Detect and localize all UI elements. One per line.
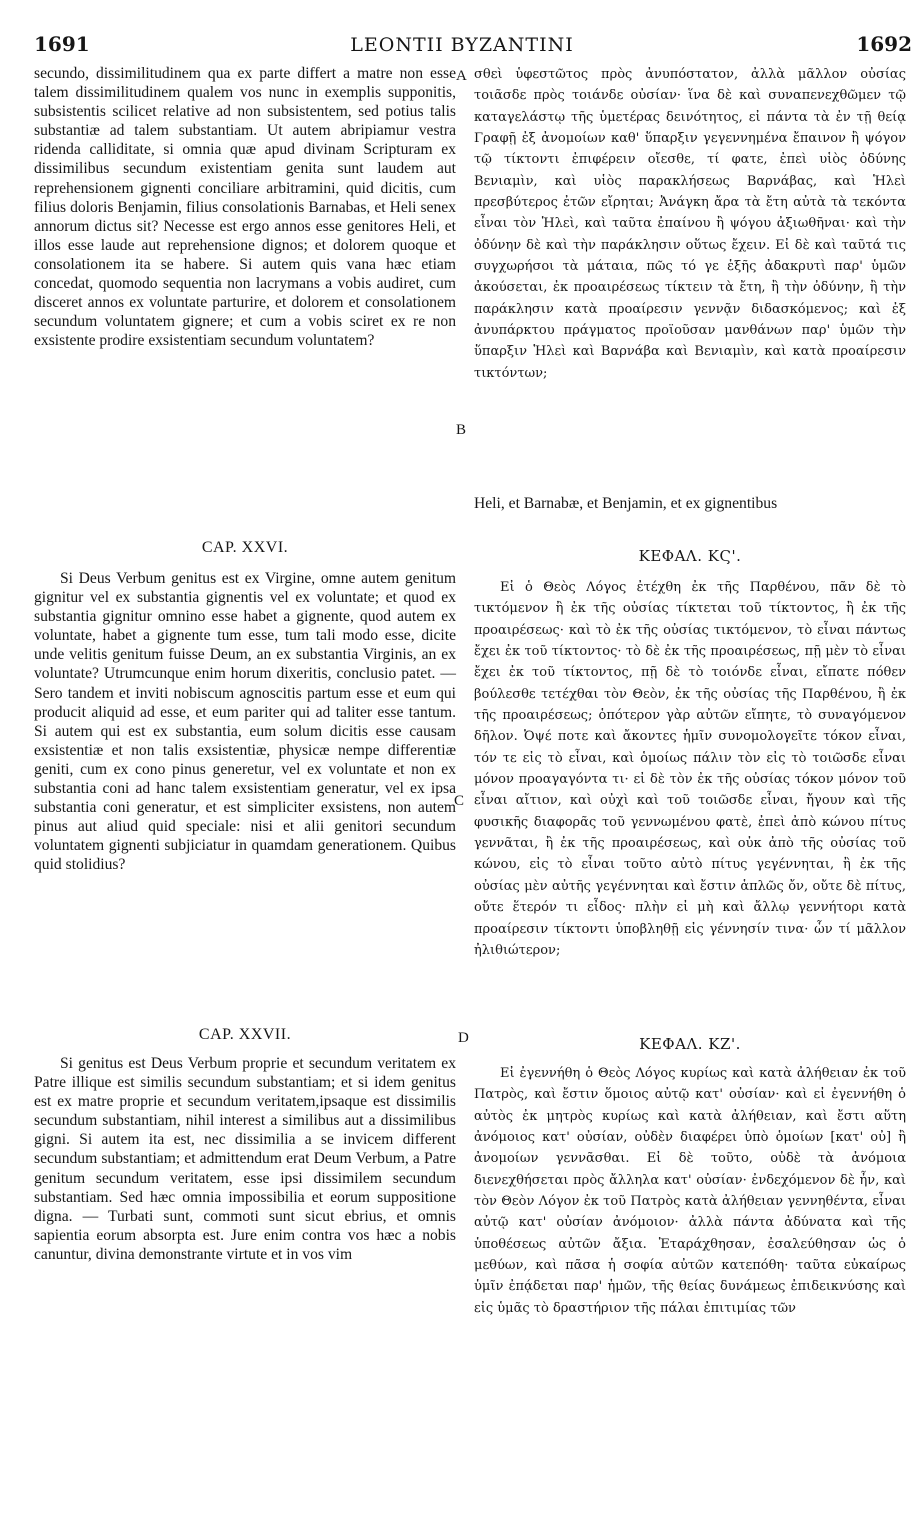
right-page-number: 1692 (856, 32, 912, 56)
latin-chapter-26-text: Si Deus Verbum genitus est ex Virgine, omne autem genitum gignitur vel ex substantia gignentis vel ex voluntate; et quod ex substantia gignitur omnino esse habet a gignente, quod autem ex voluntate, habet a gignente tum esse, tum tali modo esse, dicite unde velitis genitum fuisse Deum, an ex substantia Virginis, an ex voluntate? Utrumcunque enim horum dixeritis, conclusio patet. — Sero tandem et inviti nobiscum agnoscitis partum esse et eum qui producit aliquid ad esse, et eum pariter qui ad taliter esse tantum. Si autem qui est ex substantia, eum solum dicitis esse causam exsistentiæ et non talis exsistentiæ, physicæ nempe differentiæ geniti, cum ex cono pinus generetur, vel ex voluntate et non ex substantia coni ad hanc talem exsistentiam generatur, vel ex ipsa substantia coni generatur, et est simpliciter exsistens, non autem pinus aut aliud quid speciale: nisi et alii genitori secundum voluntatem gignenti subjiciatur in quamdam generationem. Quibus quid stolidius? (34, 570, 456, 874)
latin-column (34, 64, 456, 1264)
left-page-number: 1691 (34, 32, 90, 56)
section-marker-a: A (456, 68, 467, 84)
latin-chapter-27-text: Si genitus est Deus Verbum proprie et secundum veritatem ex Patre illique est similis secundum substantiam; et si idem genitus est ex matre proprie et secundum veritatem,ipsaque est dissimilis secundum substantiam, nihil interest a similibus aut a dissimilibus gigni. Si autem ita est, nec dissimilia a se invicem different secundum substantiam; et admittendum erat Deum Verbum, a Patre genitum secundum veritatem, esse ipsi dissimilem secundum substantiam. Sed hæc omnia impossibilia et eorum suppositione digna. — Turbati sunt, commoti sunt sicut ebrius, et omnis sapientia eorum absorpta est. Jure enim contra vos hæc a nobis canuntur, divina demonstrante virtute et in vos vim (34, 1055, 456, 1263)
greek-chapter-27-heading: ΚΕΦΑΛ. ΚΖ'. (639, 1035, 741, 1053)
greek-intro-paragraph: σθεὶ ὑφεστῶτος πρὸς ἀνυπόστατον, ἀλλὰ μᾶλλον οὐσίας τοιᾶσδε πρὸς τοιάνδε οὐσίαν· ἵνα δὲ καὶ συναπενεχθῶμεν τῷ καταγελάστῳ τῆς ὑμετέρας δεινότητος, εἰ πάντα τὰ ἐν τῇ θείᾳ Γραφῇ ἐξ ἀνομοίων καθ' ὕπαρξιν γεγεννημένα ἔπαινον ἢ ψόγον τῷ τίκτοντι ἐπιφέρειν οἴεσθε, τί φατε, ἐπεὶ υἱὸς ὀδύνης Βενιαμὶν, καὶ υἱὸς παρακλήσεως Βαρνάβας, καὶ Ἡλεὶ πρεσβύτερος ἐτῶν εἴρηται; Ἀνάγκη ἄρα τὰ ἔτη αὐτὰ τὰ τεκόντα εἶναι τὸν Ἡλεὶ, καὶ ταῦτα ἐπαίνου ἢ ψόγου ἀξιωθῆναι· καὶ τὴν ὀδύνην δὲ καὶ τὴν παράκλησιν οὕτως ἔχειν. Εἰ δὲ καὶ ταῦτά τις συγχωρήσοι τὰ μάταια, πῶς τό γε ἑξῆς ἀδακρυτὶ παρ' ὑμῶν ἀκούσεται, ἐκ προαιρέσεως τίκτειν τὰ ἔτη, ἢ τὴν ὀδύνην, ἢ τὴν παράκλησιν κατὰ προαίρεσιν γεννᾷν διδασκόμενος; καὶ ἐξ ἀνυπάρκτου πράγματος προϊοῦσαν μανθάνων παρ' ὑμῶν τὴν ὕπαρξιν Ἡλεὶ καὶ Βαρνάβα καὶ Βενιαμὶν, καὶ κατὰ προαίρεσιν τικτόντων; (474, 67, 906, 381)
greek-chapter-26-text: Εἰ ὁ Θεὸς Λόγος ἐτέχθη ἐκ τῆς Παρθένου, πᾶν δὲ τὸ τικτόμενον ἢ ἐκ τῆς οὐσίας τίκτεται τοῦ τίκτοντος, ἢ ἐκ τῆς προαιρέσεως· καὶ τὸ ἐκ τῆς οὐσίας τικτόμενον, τὸ εἶναι πάντως ἔχει ἐκ τοῦ τίκτοντος· τὸ δὲ ἐκ τῆς προαιρέσεως, πῇ μὲν τὸ εἶναι ἔχει ἐκ τοῦ τίκτοντος, πῇ δὲ τὸ τοιόνδε εἶναι, εἴπατε πόθεν βούλεσθε τετέχθαι τὸν Θεὸν, ἐκ τῆς οὐσίας τῆς Παρθένου, ἢ ἐκ τῆς προαιρέσεως; ὁπότερον γὰρ αὐτῶν εἴπητε, τὸ συναγόμενον δῆλον. Ὀψέ ποτε καὶ ἄκοντες ἡμῖν συνομολογεῖτε τόκον εἶναι, τόν τε εἰς τὸ εἶναι, καὶ ὁμοίως πάλιν τὸν εἰς τὸ τοιῶσδε εἶναι μόνον προαγαγόντα τι· εἰ δὲ τὸν ἐκ τῆς οὐσίας τόκον μόνον τοῦ εἶναι αἴτιον, καὶ οὐχὶ καὶ τοῦ τοιῶσδε εἶναι, ἤγουν καὶ τῆς φυσικῆς διαφορᾶς τοῦ γεννωμένου φατὲ, ἐπεὶ ἀπὸ κώνου πίτυς γεννᾶται, ἢ ἐκ τῆς προαιρέσεως, καὶ οὐκ ἀπὸ τῆς οὐσίας τοῦ κώνου, εἰς τὸ εἶναι τοῦτο αὐτὸ πίτυς γεγέννηται, ἢ ἐκ τῆς οὐσίας μὲν αὐτῆς γεγέννηται καὶ ἔστιν ἁπλῶς ὄν, οὔτε δὲ πίτυς, οὔτε ἕτερόν τι εἶδος· πλὴν εἰ μὴ καὶ ἄλλῳ γεννήτορι κατὰ προαίρεσιν τίκτοντι ὑποβληθῇ εἰς γέννησίν τινα· ὧν τί μᾶλλον ἠλιθιώτερον; (474, 580, 906, 958)
section-marker-d: D (458, 1030, 469, 1046)
running-head (0, 32, 924, 62)
running-title: LEONTII BYZANTINI (350, 34, 574, 56)
latin-intro-paragraph: secundo, dissimilitudinem qua ex parte differt a matre non esse talem dissimilitudinem qualem vos nunc in exemplis supponitis, subsistentis scilicet relative ad non subsistentem, sed potius talis substantiæ ad talem substantiam. Ut autem abripiamur vestra ridenda calliditate, si omnia quæ apud divinam Scripturam ex dissimilibus secundum existentiam genita sunt laudem aut reprehensionem gignenti conciliare arbitramini, quid dicitis, cum filius doloris Benjamin, filius consolationis Barnabas, et Heli senex annorum dictus sit? Necesse est ergo annos esse genitores Heli, et illos esse laude aut reprehensione dignos; et dolorem quoque et consolationem ita se habere. Si autem quis vana hæc etiam concedat, quomodo sequentia non lacrymans a vobis audiret, cum disceret annos ex voluntate parturire, et dolorem et consolationem secundum voluntatem gignere; et cum a vobis sciret ex re non exsistente prodire exsistentiam secundum voluntatem? (34, 65, 456, 350)
greek-chapter-26-heading: ΚΕΦΑΛ. ΚϚ'. (638, 547, 742, 565)
greek-column (474, 64, 906, 1319)
section-marker-b: B (456, 422, 467, 438)
latin-chapter-27-heading: CAP. XXVII. (198, 1026, 292, 1043)
latin-chapter-26-heading: CAP. XXVI. (201, 539, 289, 556)
section-marker-c: C (454, 793, 465, 809)
greek-chapter-27-text: Εἰ ἐγεννήθη ὁ Θεὸς Λόγος κυρίως καὶ κατὰ ἀλήθειαν ἐκ τοῦ Πατρὸς, καὶ ἔστιν ὅμοιος αὐτῷ κατ' οὐσίαν· καὶ εἰ ἐγεννήθη ὁ αὐτὸς ἐκ μητρὸς κυρίως καὶ κατὰ ἀλήθειαν, καὶ ἔστι αὕτη ἀνόμοιος κατ' οὐσίαν, οὐδὲν διαφέρει ὑπὸ ὁμοίων [κατ' οὐ] ἢ ἀνομοίων γεννᾶσθαι. Εἰ δὲ τοῦτο, οὐδὲ τὰ ἀνόμοια διενεχθήσεται πρὸς ἄλληλα κατ' οὐσίαν· ἐνδεχόμενον δὲ ἦν, καὶ τὸν Θεὸν Λόγον ἐκ τοῦ Πατρὸς κατὰ ἀλήθειαν γεννηθέντα, εἶναι αὐτῷ κατ' οὐσίαν ἀνόμοιον· ἀλλὰ πάντα ἀδύνατα καὶ τῆς ὑποθέσεως αὐτῶν ἄξια. Ἐταράχθησαν, ἐσαλεύθησαν ὡς ὁ μεθύων, καὶ πᾶσα ἡ σοφία αὐτῶν κατεπόθη· ταῦτα εὐκαίρως ὑμῖν ἐπᾴδεται παρ' ἡμῶν, τῆς θείας δυνάμεως ἐπιδεικνύσης καὶ εἰς ὑμᾶς τὸ δραστήριον τῆς πάλαι ἐπιτιμίας τῶν (474, 1066, 906, 1316)
latin-continuation-line: Heli, et Barnabæ, et Benjamin, et ex gignentibus (474, 495, 778, 512)
